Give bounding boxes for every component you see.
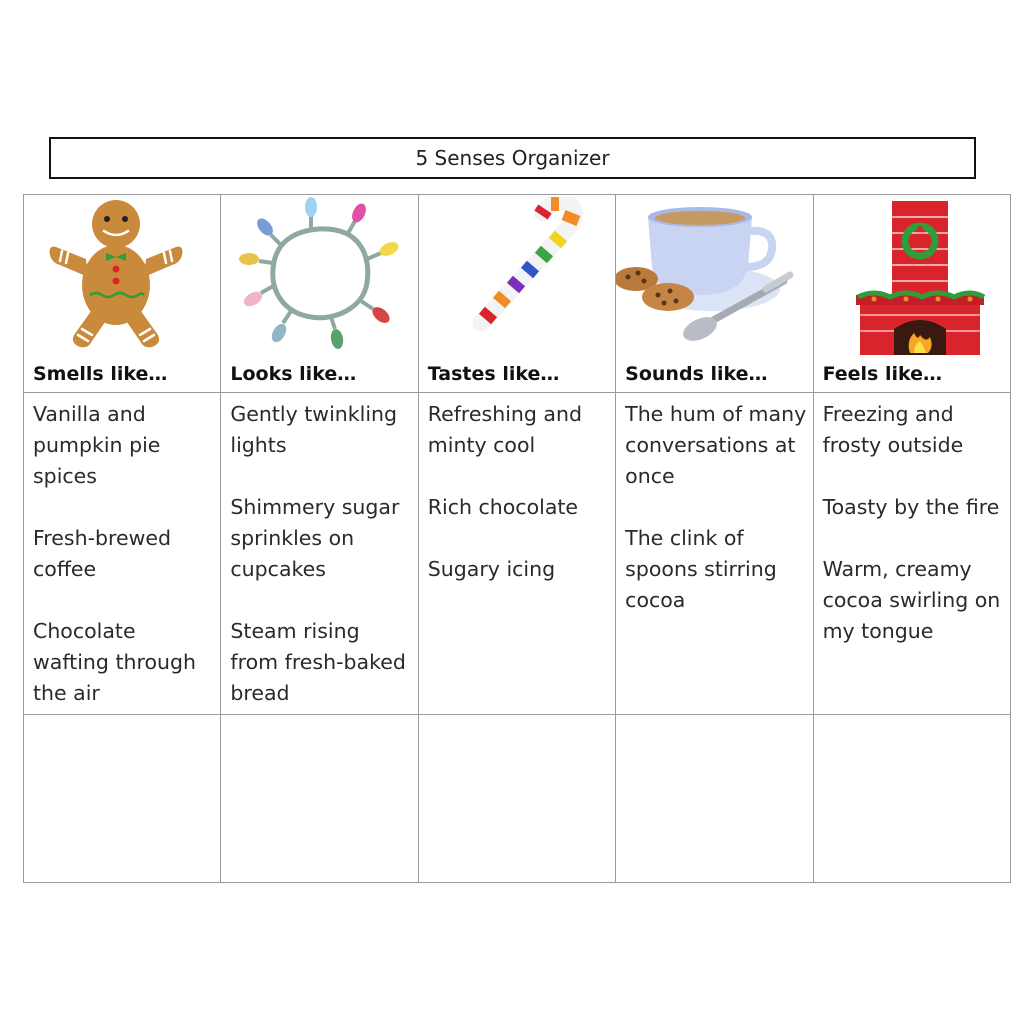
list-item: Sugary icing <box>427 557 556 581</box>
entries-cell-feels <box>813 393 1010 715</box>
gingerbread-man-icon <box>24 197 220 357</box>
header-label-looks: Looks like… <box>230 363 357 385</box>
senses-table <box>23 194 1011 883</box>
cocoa-cup-icon <box>616 197 812 357</box>
list-item: The clink of spoons stirring cocoa <box>625 526 777 612</box>
entries-cell-looks <box>221 393 418 715</box>
christmas-lights-icon <box>221 197 417 357</box>
list-item: Freezing and frosty outside <box>822 402 964 457</box>
header-label-sounds: Sounds like… <box>625 363 768 385</box>
entries-row <box>24 393 1011 715</box>
list-item: Fresh-brewed coffee <box>33 526 171 581</box>
list-item: The hum of many conversations at once <box>625 402 807 488</box>
blank-cell[interactable] <box>418 715 615 883</box>
candy-cane-icon <box>419 197 615 357</box>
organizer-title: 5 Senses Organizer <box>49 137 976 179</box>
entries-cell-tastes <box>418 393 615 715</box>
header-cell-tastes <box>418 195 615 393</box>
list-item: Gently twinkling lights <box>230 402 398 457</box>
fireplace-icon <box>814 197 1010 357</box>
list-item: Chocolate wafting through the air <box>33 619 196 705</box>
header-label-tastes: Tastes like… <box>427 363 560 385</box>
list-item: Refreshing and minty cool <box>427 402 582 457</box>
header-row <box>24 195 1011 393</box>
entries-cell-smells <box>24 393 221 715</box>
blank-cell[interactable] <box>616 715 813 883</box>
list-item: Warm, creamy cocoa swirling on my tongue <box>822 557 1001 643</box>
header-cell-sounds <box>616 195 813 393</box>
header-label-smells: Smells like… <box>33 363 168 385</box>
blank-cell[interactable] <box>24 715 221 883</box>
list-item: Toasty by the fire <box>822 495 1000 519</box>
blank-row <box>24 715 1011 883</box>
blank-cell[interactable] <box>813 715 1010 883</box>
list-item: Vanilla and pumpkin pie spices <box>33 402 161 488</box>
header-cell-feels <box>813 195 1010 393</box>
list-item: Shimmery sugar sprinkles on cupcakes <box>230 495 400 581</box>
header-cell-smells <box>24 195 221 393</box>
blank-cell[interactable] <box>221 715 418 883</box>
header-cell-looks <box>221 195 418 393</box>
list-item: Steam rising from fresh-baked bread <box>230 619 406 705</box>
header-label-feels: Feels like… <box>822 363 943 385</box>
list-item: Rich chocolate <box>427 495 579 519</box>
entries-cell-sounds <box>616 393 813 715</box>
